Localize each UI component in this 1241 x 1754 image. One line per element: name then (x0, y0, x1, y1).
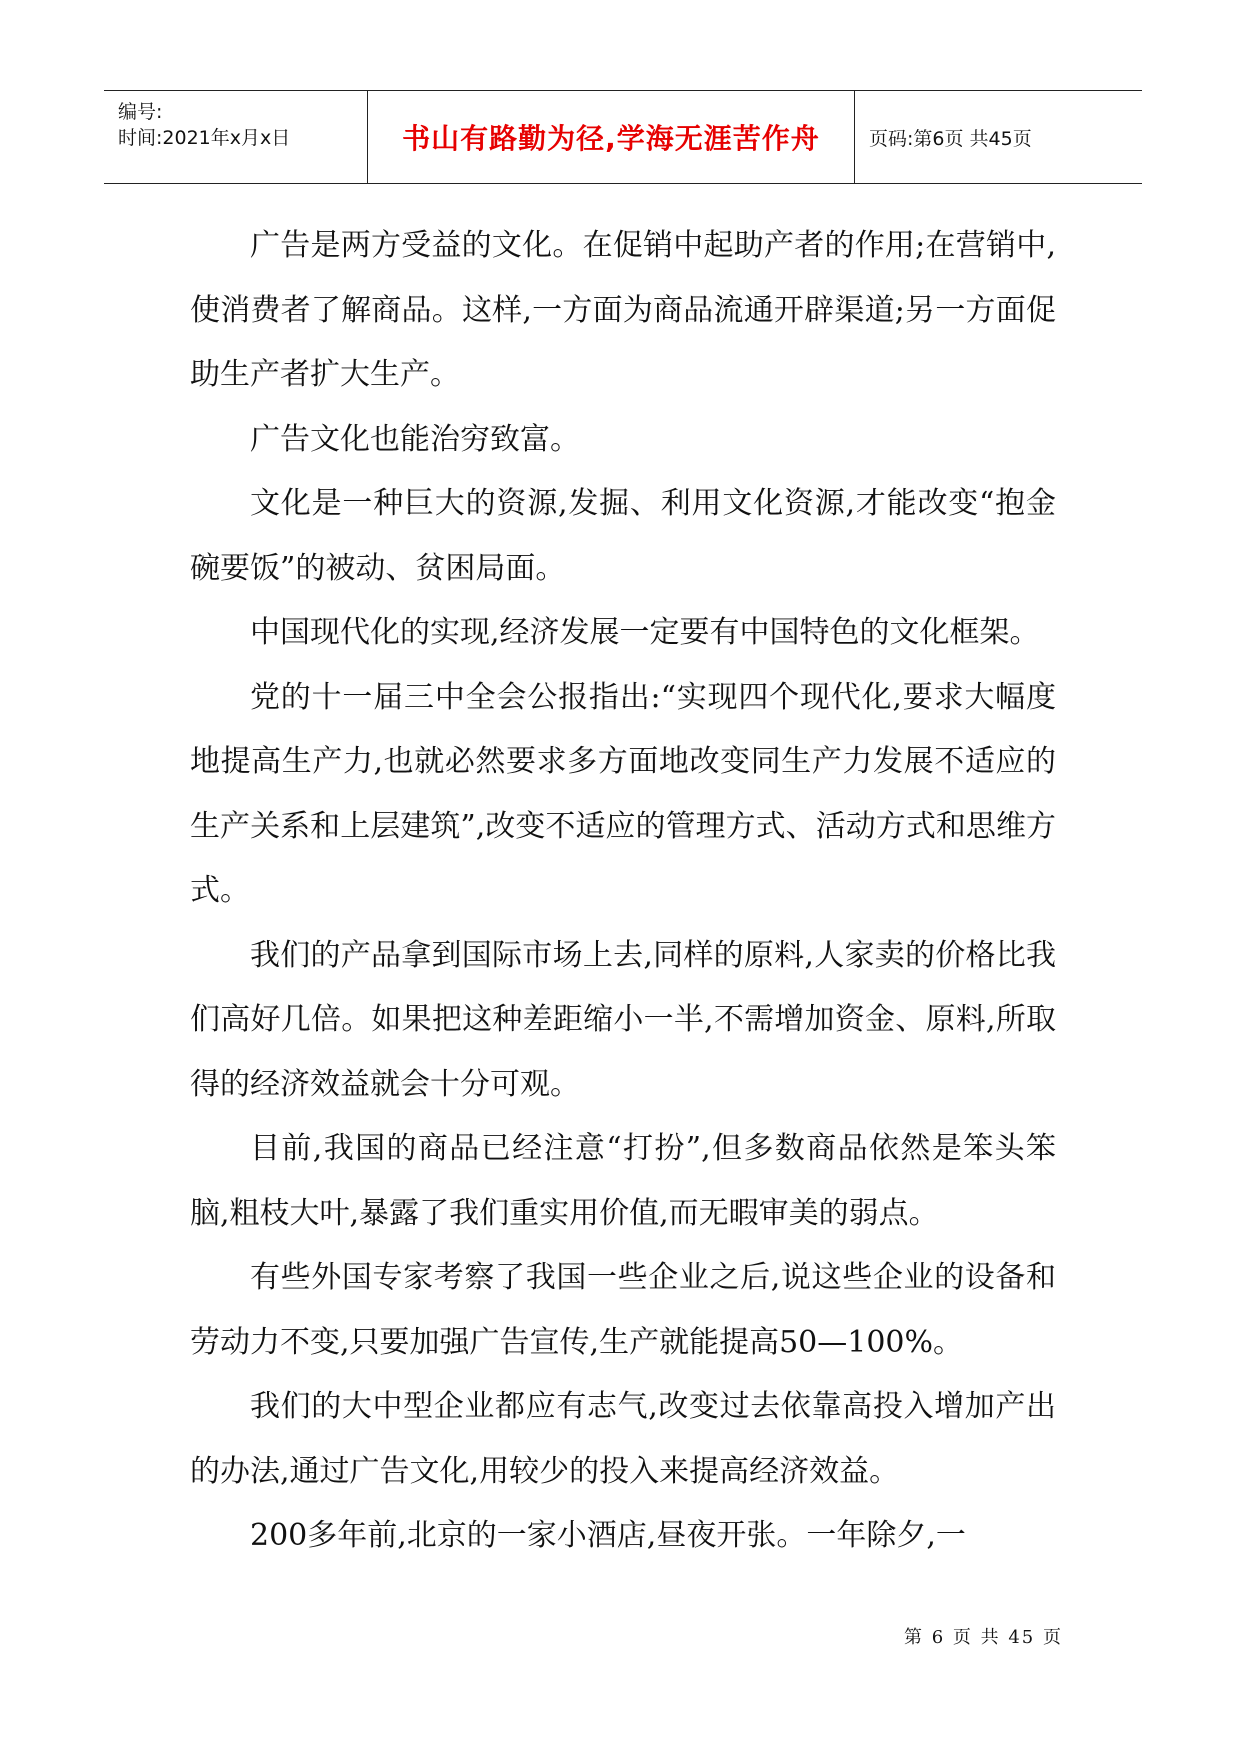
paragraph: 党的十一届三中全会公报指出:“实现四个现代化,要求大幅度地提高生产力,也就必然要求多方面地改变同生产力发展不适应的生产关系和上层建筑”,改变不适应的管理方式、活动方式和思维方式。 (190, 679, 1056, 908)
number-label: 编号: (118, 101, 163, 123)
time-label: 时间:2021年x月x日 (118, 127, 291, 149)
paragraph: 有些外国专家考察了我国一些企业之后,说这些企业的设备和劳动力不变,只要加强广告宣传,生产就能提高50—100%。 (190, 1260, 1056, 1360)
paragraph: 目前,我国的商品已经注意“打扮”,但多数商品依然是笨头笨脑,粗枝大叶,暴露了我们重实用价值,而无暇审美的弱点。 (190, 1131, 1056, 1231)
header-motto-cell (368, 91, 855, 183)
motto-text: 书山有路勤为径,学海无涯苦作舟 (402, 122, 820, 155)
paragraph: 我们的产品拿到国际市场上去,同样的原料,人家卖的价格比我们高好几倍。如果把这种差距缩小一半,不需增加资金、原料,所取得的经济效益就会十分可观。 (190, 937, 1056, 1102)
body-text (190, 214, 1056, 1569)
paragraph: 中国现代化的实现,经济发展一定要有中国特色的文化框架。 (250, 615, 1040, 650)
paragraph: 广告文化也能治穷致富。 (250, 421, 580, 457)
page-footer: 第 6 页 共 45 页 (904, 1627, 1063, 1648)
header-table (104, 90, 1142, 184)
header-page-cell (855, 91, 1142, 183)
header-left-cell (104, 91, 368, 183)
page-info: 页码:第6页 共45页 (869, 127, 1032, 150)
paragraph: 200多年前,北京的一家小酒店,昼夜开张。一年除夕,一 (250, 1518, 966, 1553)
paragraph: 文化是一种巨大的资源,发掘、利用文化资源,才能改变“抱金碗要饭”的被动、贫困局面。 (190, 486, 1056, 586)
paragraph: 我们的大中型企业都应有志气,改变过去依靠高投入增加产出的办法,通过广告文化,用较少的投入来提高经济效益。 (190, 1389, 1056, 1489)
paragraph: 广告是两方受益的文化。在促销中起助产者的作用;在营销中,使消费者了解商品。这样,一方面为商品流通开辟渠道;另一方面促助生产者扩大生产。 (190, 228, 1056, 392)
